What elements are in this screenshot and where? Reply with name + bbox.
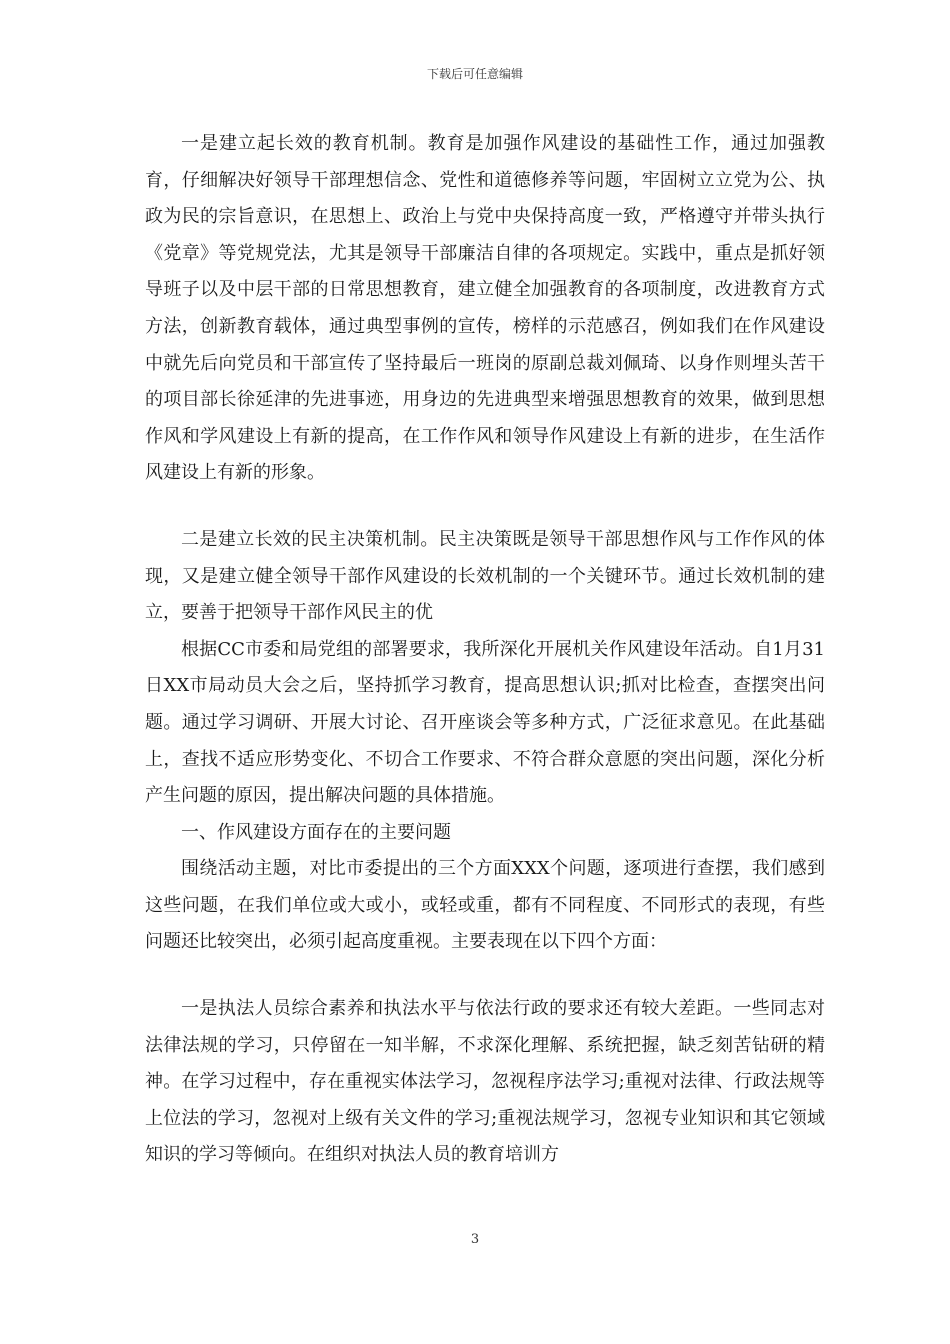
page-number: 3 (470, 1232, 480, 1247)
paragraph-democratic-decision: 二是建立长效的民主决策机制。民主决策既是领导干部思想作风与工作作风的体现，又是建立健全领导干部作风建设的长效机制的一个关键环节。通过长效机制的建立，要善于把领导干部作风民主的优 (145, 528, 825, 624)
paragraph-problem-review: 围绕活动主题，对比市委提出的三个方面XXX个问题，逐项进行查摆，我们感到这些问题，在我们单位或大或小，或轻或重，都有不同程度、不同形式的表现，有些问题还比较突出，必须引起高度重视。主要表现在以下四个方面： (145, 858, 825, 953)
paragraph-law-enforcement-gap: 一是执法人员综合素养和执法水平与依法行政的要求还有较大差距。一些同志对法律法规的学习，只停留在一知半解，不求深化理解、系统把握，缺乏刻苦钻研的精神。在学习过程中，存在重视实体法学习，忽视程序法学习;重视对法律、行政法规等上位法的学习，忽视对上级有关文件的学习;重视法规学习，忽视专业知识和其它领域知识的学习等倾向。在组织对执法人员的教育培训方 (145, 998, 825, 1166)
paragraph-work-style-campaign: 根据CC市委和局党组的部署要求，我所深化开展机关作风建设年活动。自1月31日XX市局动员大会之后，坚持抓学习教育，提高思想认识;抓对比检查，查摆突出问题。通过学习调研、开展大讨论、召开座谈会等多种方式，广泛征求意见。在此基础上，查找不适应形势变化、不切合工作要求、不符合群众意愿的突出问题，深化分析产生问题的原因，提出解决问题的具体措施。 (145, 638, 825, 807)
document-body (145, 126, 825, 1174)
paragraph-education-mechanism: 一是建立起长效的教育机制。教育是加强作风建设的基础性工作，通过加强教育，仔细解决好领导干部理想信念、党性和道德修养等问题，牢固树立立党为公、执政为民的宗旨意识，在思想上、政治上与党中央保持高度一致，严格遵守并带头执行《党章》等党规党法，尤其是领导干部廉洁自律的各项规定。实践中，重点是抓好领导班子以及中层干部的日常思想教育，建立健全加强教育的各项制度，改进教育方式方法，创新教育载体，通过典型事例的宣传，榜样的示范感召，例如我们在作风建设中就先后向党员和干部宣传了坚持最后一班岗的原副总裁刘佩琦、以身作则埋头苦干的项目部长徐延津的先进事迹，用身边的先进典型来增强思想教育的效果，做到思想作风和学风建设上有新的提高，在工作作风和领导作风建设上有新的进步，在生活作风建设上有新的形象。 (145, 133, 825, 484)
paragraph-gap (145, 492, 825, 522)
section-heading-main-problems: 一、作风建设方面存在的主要问题 (181, 821, 451, 843)
page-header-note: 下载后可任意编辑 (426, 67, 523, 81)
paragraph-gap (145, 961, 825, 991)
